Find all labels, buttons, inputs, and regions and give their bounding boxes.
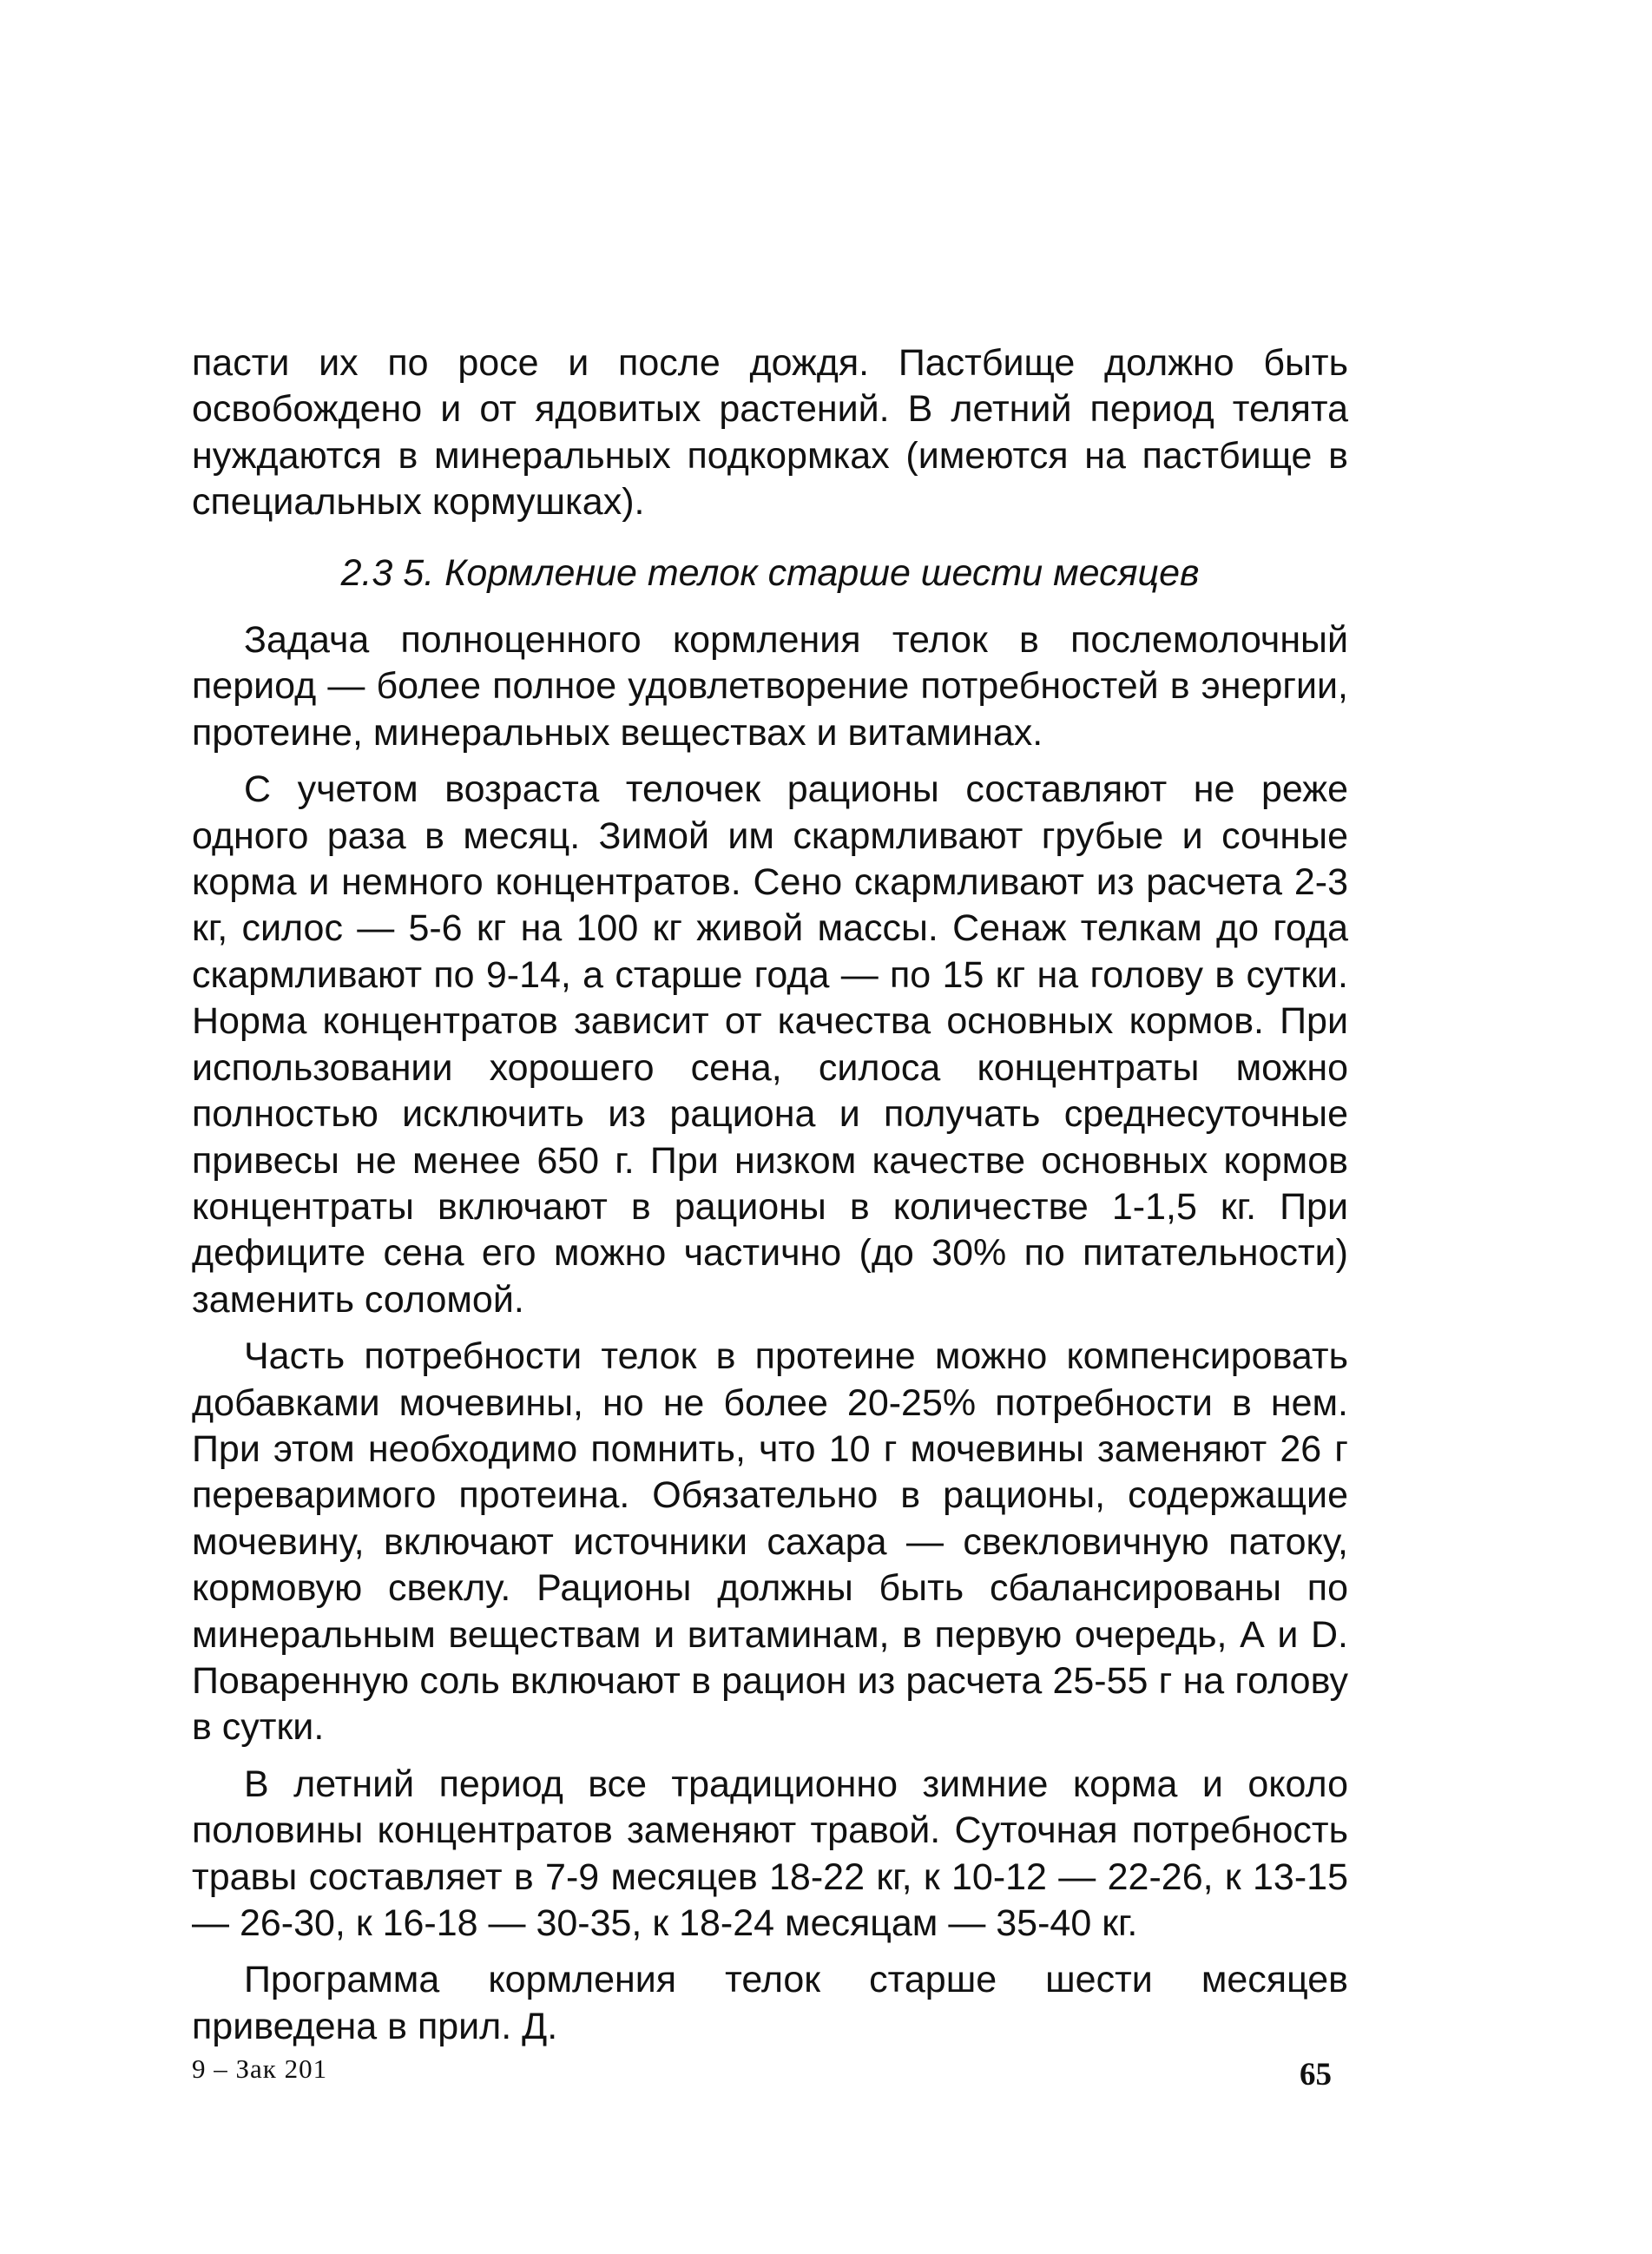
printer-signature: 9 – Зак 201 bbox=[192, 2053, 328, 2084]
body-text bbox=[192, 340, 1348, 2050]
paragraph-4: В летний период все традиционно зимние корма и около половины концентратов заменяют травой. Суточная потребность травы составляет в 7-9 месяцев 18-22 кг, к 10-12 — 22-26, к 13-15 — 26-30, к 16-18 — 30-35, к 18-24 месяцам — 35-40 кг. bbox=[192, 1763, 1348, 1944]
paragraph-3: Часть потребности телок в протеине можно компенсировать добавками мочевины, но не более 20-25% потребности в нем. При этом необходимо помнить, что 10 г мочевины заменяют 26 г переваримого протеина. Обязательно в рационы, содержащие мочевину, включают источники сахара — свекловичную патоку, кормовую свеклу. Рационы должны быть сбалансированы по минеральным веществам и витаминам, в первую очередь, А и D. Поваренную соль включают в рацион из расчета 25-55 г на голову в сутки. bbox=[192, 1335, 1348, 1749]
paragraph-2: С учетом возраста телочек рационы составляют не реже одного раза в месяц. Зимой им скармливают грубые и сочные корма и немного концентратов. Сено скармливают из расчета 2-3 кг, силос — 5-6 кг на 100 кг живой массы. Сенаж телкам до года скармливают по 9-14, а старше года — по 15 кг на голову в сутки. Норма концентратов зависит от качества основных кормов. При использовании хорошего сена, силоса концентраты можно полностью исключить из рациона и получать среднесуточные привесы не менее 650 г. При низком качестве основных кормов концентраты включают в рационы в количестве 1-1,5 кг. При дефиците сена его можно частично (до 30% по питательности) заменить соломой. bbox=[192, 768, 1348, 1321]
page-number: 65 bbox=[1300, 2057, 1332, 2093]
paragraph-5: Программа кормления телок старше шести месяцев приведена в прил. Д. bbox=[192, 1959, 1348, 2047]
section-heading: 2.3 5. Кормление телок старше шести месяцев bbox=[340, 551, 1200, 594]
paragraph-1: Задача полноценного кормления телок в послемолочный период — более полное удовлетворение потребностей в энергии, протеине, минеральных веществах и витаминах. bbox=[192, 619, 1348, 754]
intro-paragraph: пасти их по росе и после дождя. Пастбище должно быть освобождено и от ядовитых растений. В летний период телята нуждаются в минеральных подкормках (имеются на пастбище в специальных кормушках). bbox=[192, 342, 1348, 524]
